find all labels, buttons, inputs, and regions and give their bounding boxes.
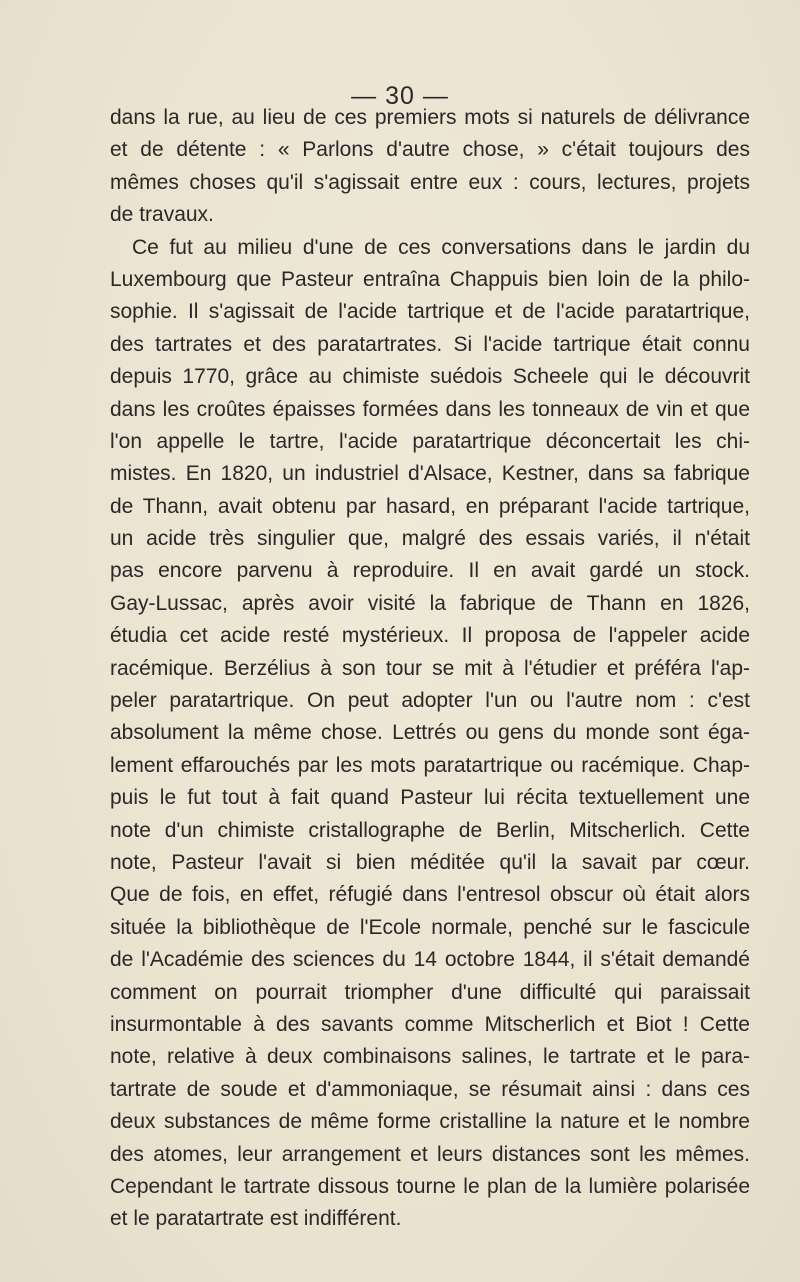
- text-line: tartrate de soude et d'ammoniaque, se résumait ainsi : dans ces: [110, 1077, 750, 1101]
- text-line: des tartrates et des paratartrates. Si l'acide tartrique était connu: [110, 332, 750, 356]
- text-line: mêmes choses qu'il s'agissait entre eux : cours, lectures, projets: [110, 170, 750, 194]
- text-line: absolument la même chose. Lettrés ou gens du monde sont éga-: [110, 721, 750, 745]
- text-line: note, relative à deux combinaisons salines, le tartrate et le para-: [110, 1045, 750, 1069]
- text-line: note d'un chimiste cristallographe de Berlin, Mitscherlich. Cette: [110, 818, 750, 842]
- text-line: dans la rue, au lieu de ces premiers mots si naturels de délivrance: [110, 106, 750, 129]
- text-line: des atomes, leur arrangement et leurs distances sont les mêmes.: [110, 1142, 750, 1166]
- text-line: Gay-Lussac, après avoir visité la fabrique de Thann en 1826,: [110, 591, 750, 615]
- text-line: puis le fut tout à fait quand Pasteur lui récita textuellement une: [110, 786, 750, 810]
- text-line: mistes. En 1820, un industriel d'Alsace, Kestner, dans sa fabrique: [110, 462, 750, 486]
- text-line: note, Pasteur l'avait si bien méditée qu'il la savait par cœur.: [110, 850, 750, 874]
- text-line: et le paratartrate est indifférent.: [110, 1207, 402, 1231]
- text-line: depuis 1770, grâce au chimiste suédois Scheele qui le découvrit: [110, 365, 750, 389]
- text-line: dans les croûtes épaisses formées dans les tonneaux de vin et que: [110, 397, 750, 421]
- body-text: [110, 102, 750, 1236]
- text-line: peler paratartrique. On peut adopter l'un ou l'autre nom : c'est: [110, 689, 750, 713]
- text-line: Que de fois, en effet, réfugié dans l'entresol obscur où était alors: [110, 883, 750, 907]
- text-line: l'on appelle le tartre, l'acide paratartrique déconcertait les chi-: [110, 429, 750, 453]
- text-line: étudia cet acide resté mystérieux. Il proposa de l'appeler acide: [110, 624, 750, 648]
- text-line: de travaux.: [110, 203, 214, 227]
- page-number: — 30 —: [351, 82, 449, 110]
- text-line: et de détente : « Parlons d'autre chose, » c'était toujours des: [110, 138, 750, 162]
- text-line: comment on pourrait triompher d'une difficulté qui paraissait: [110, 980, 750, 1004]
- text-line: racémique. Berzélius à son tour se mit à l'étudier et préféra l'ap-: [110, 656, 750, 680]
- text-line: Luxembourg que Pasteur entraîna Chappuis bien loin de la philo-: [110, 267, 750, 291]
- text-line: sophie. Il s'agissait de l'acide tartrique et de l'acide paratartrique,: [110, 300, 750, 324]
- text-line: Ce fut au milieu d'une de ces conversations dans le jardin du: [132, 235, 750, 259]
- text-line: Cependant le tartrate dissous tourne le plan de la lumière polarisée: [110, 1174, 750, 1198]
- text-line: de Thann, avait obtenu par hasard, en préparant l'acide tartrique,: [110, 494, 750, 518]
- text-line: lement effarouchés par les mots paratartrique ou racémique. Chap-: [110, 753, 750, 777]
- text-line: deux substances de même forme cristalline la nature et le nombre: [110, 1110, 750, 1134]
- text-line: de l'Académie des sciences du 14 octobre 1844, il s'était demandé: [110, 948, 750, 972]
- text-line: insurmontable à des savants comme Mitscherlich et Biot ! Cette: [110, 1012, 750, 1036]
- text-line: un acide très singulier que, malgré des essais variés, il n'était: [110, 527, 750, 551]
- text-line: située la bibliothèque de l'Ecole normale, penché sur le fascicule: [110, 915, 750, 939]
- text-line: pas encore parvenu à reproduire. Il en avait gardé un stock.: [110, 559, 750, 583]
